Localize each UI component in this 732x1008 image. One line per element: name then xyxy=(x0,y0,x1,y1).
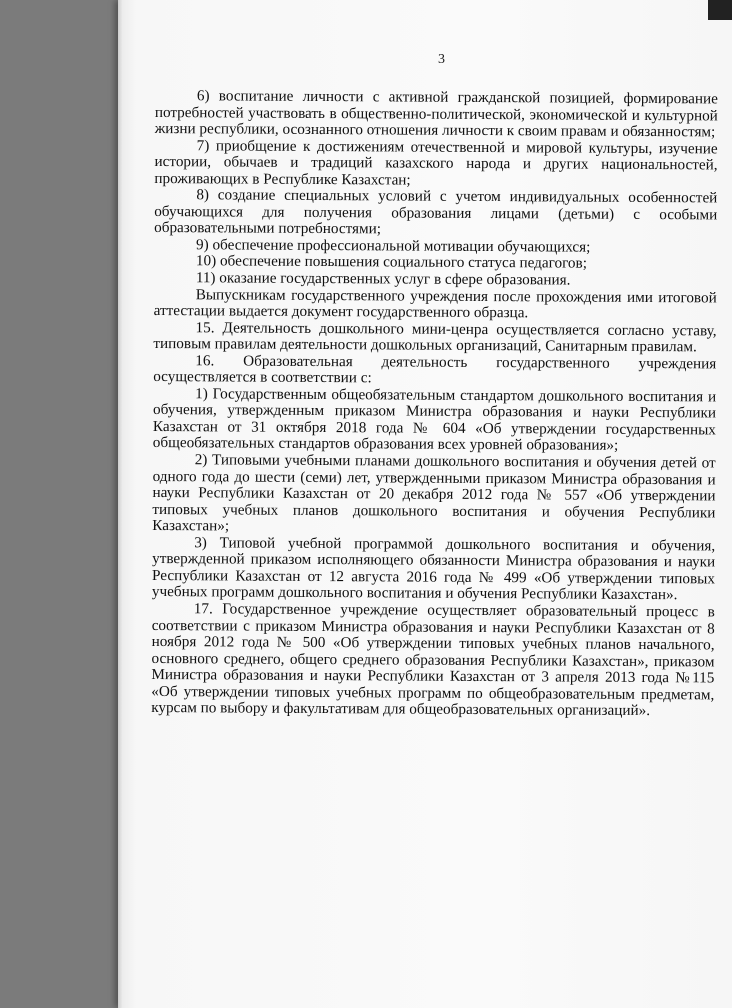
clause-16: 16. Образовательная деятельность государственного учреждения осуществляется в соответствии с: xyxy=(153,352,717,387)
list-item-9: 9) обеспечение профессиональной мотивации обучающихся; xyxy=(195,236,591,256)
list-item-8: 8) создание специальных условий с учетом индивидуальных особенностей обучающихся для получения образования лицами (детьми) с особыми образовательными потребностями; xyxy=(154,186,718,238)
document-body xyxy=(151,88,718,720)
list-item-10: 10) обеспечение повышения социального статуса педагогов; xyxy=(195,252,588,273)
clause-16-item-1: 1) Государственным общеобязательным стандартом дошкольного воспитания и обучения, утвержденным приказом Министра образования и науки Республики Казахстан от 31 октября 2018 года № 604 «Об утверждении государственных общеобязательных стандартов образования всех уровней образования»; xyxy=(152,385,717,455)
graduates-paragraph: Выпускникам государственного учреждения после прохождения ими итоговой аттестации выдается документ государственного образца. xyxy=(153,285,717,322)
list-item-11: 11) оказание государственных услуг в сфере образования. xyxy=(195,269,571,289)
list-item-6: 6) воспитание личности с активной гражданской позицией, формирование потребностей участвовать в общественно-политической, экономической и культурной жизни республики, осознанного отношения личности к своим правам и обязанностям; xyxy=(154,87,718,141)
clause-15: 15. Деятельность дошкольного мини-ценра осуществляется согласно уставу, типовым правилам деятельности дошкольных организаций, Санитарным правилам. xyxy=(153,318,717,356)
clause-16-item-3: 3) Типовой учебной программой дошкольного воспитания и обучения, утвержденной приказом исполняющего обязанности Министра образования и науки Республики Казахстан от 12 августа 2016 года № 499 «Об утверждении типовых учебных программ дошкольного воспитания и обучения Республики Казахстан». xyxy=(151,534,716,604)
clause-16-item-2: 2) Типовыми учебными планами дошкольного воспитания и обучения детей от одного года до шести (семи) лет, утвержденными приказом Министра образования и науки Республики Казахстан от 20 декабря 2012 года № 557 «Об утверждении типовых учебных планов дошкольного воспитания и обучения Республики Казахстан»; xyxy=(152,451,716,535)
page-number: 3 xyxy=(438,52,445,67)
scanner-corner-shadow xyxy=(708,0,732,20)
page-edge xyxy=(118,0,123,1008)
clause-17: 17. Государственное учреждение осуществляет образовательный процесс в соответствии с приказом Министра образования и науки Республики Казахстан от 8 ноября 2012 года № 500 «Об утверждении типовых учебных планов начального, основного среднего, общего среднего образования Республики Казахстан», приказом Министра образования и науки Республики Казахстан от 3 апреля 2013 года №115 «Об утверждении типовых учебных программ по общеобразовательным предметам, курсам по выбору и факультативам для общеобразовательных организаций». xyxy=(151,600,715,720)
list-item-7: 7) приобщение к достижениям отечественной и мировой культуры, изучение истории, обычаев и традиций казахского народа и других национальностей, проживающих в Республике Казахстан; xyxy=(154,136,718,189)
